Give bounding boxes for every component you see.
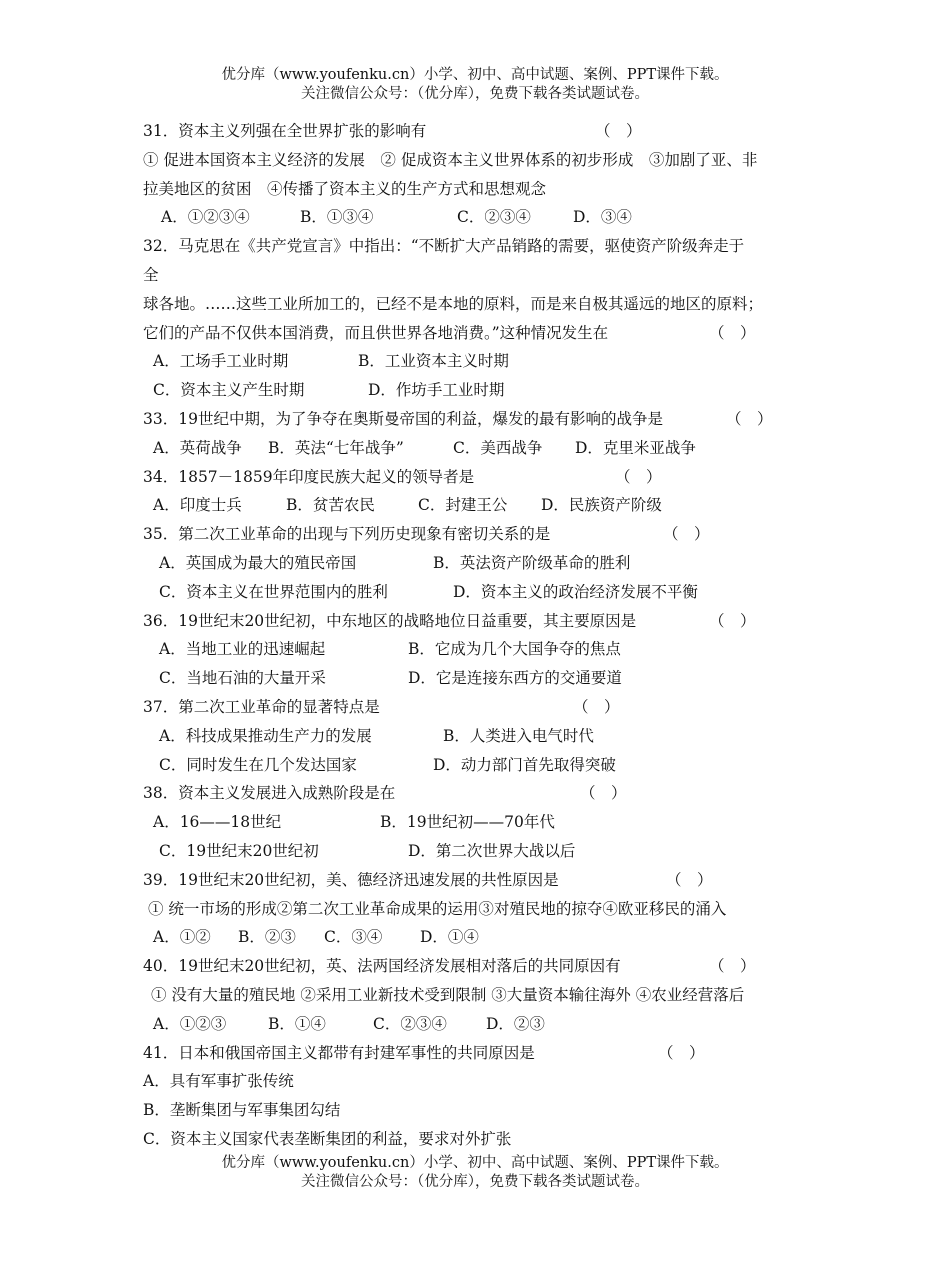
line-text: A．科技成果推动生产力的发展 [159, 726, 372, 745]
answer-blank: （ ） [666, 870, 713, 889]
line-text: 33．19世纪中期，为了争夺在奥斯曼帝国的利益，爆发的最有影响的战争是 [143, 409, 663, 428]
text-line [143, 923, 823, 952]
line-text: C．同时发生在几个发达国家 [159, 755, 357, 774]
line-text: 38．资本主义发展进入成熟阶段是在 [143, 784, 396, 803]
text-line [143, 146, 823, 175]
option-text: D．第二次世界大战以后 [408, 841, 576, 860]
text-line [143, 549, 823, 578]
line-text: 球各地。……这些工业所加工的，已经不是本地的原料，而是来自极其遥远的地区的原料； [143, 294, 764, 313]
answer-blank: （ ） [709, 611, 756, 630]
text-line [143, 520, 823, 549]
line-text: C．资本主义在世界范围内的胜利 [159, 582, 388, 601]
header-line-2: 关注微信公众号：（优分库），免费下载各类试题试卷。 [301, 86, 649, 102]
line-text: 40．19世纪末20世纪初，英、法两国经济发展相对落后的共同原因有 [143, 957, 621, 976]
line-text: A．英荷战争 [153, 438, 242, 457]
line-text: A．印度士兵 [153, 496, 242, 515]
question-body [143, 117, 823, 1154]
line-text: 全 [143, 265, 159, 284]
option-text: D．资本主义的政治经济发展不平衡 [453, 582, 698, 601]
option-text: B．贫苦农民 [286, 496, 375, 515]
answer-blank: （ ） [709, 957, 756, 976]
option-text: B．①④ [268, 1014, 326, 1033]
footer-line-2: 关注微信公众号：（优分库），免费下载各类试题试卷。 [301, 1174, 649, 1190]
answer-blank: （ ） [595, 122, 642, 140]
text-line [143, 434, 823, 463]
line-text: 35．第二次工业革命的出现与下列历史现象有密切关系的是 [143, 525, 551, 544]
line-text: 它们的产品不仅供本国消费，而且供世界各地消费。”这种情况发生在 [143, 323, 609, 342]
option-text: D．克里米亚战争 [575, 438, 696, 457]
line-text: 41．日本和俄国帝国主义都带有封建军事性的共同原因是 [143, 1043, 535, 1062]
text-line [143, 693, 823, 722]
text-line [143, 1096, 823, 1125]
answer-blank: （ ） [615, 467, 662, 486]
option-text: B．人类进入电气时代 [443, 726, 594, 745]
text-line [143, 117, 823, 146]
line-text: 34．1857－1859年印度民族大起义的领导者是 [143, 467, 475, 486]
option-text: C．②③④ [373, 1014, 447, 1033]
option-text: D．③④ [573, 208, 632, 227]
text-line [143, 635, 823, 664]
option-text: C．美西战争 [453, 438, 543, 457]
text-line [143, 722, 823, 751]
option-text: C．封建王公 [418, 496, 508, 515]
line-text: C．资本主义国家代表垄断集团的利益，要求对外扩张 [143, 1129, 512, 1148]
text-line [143, 203, 823, 232]
answer-blank: （ ） [663, 525, 710, 544]
text-line [143, 1125, 823, 1154]
text-line [143, 232, 823, 261]
option-text: D．作坊手工业时期 [368, 381, 505, 400]
line-text: A．①②③④ [161, 208, 250, 227]
option-text: B．①③④ [300, 208, 374, 227]
option-text: B．②③ [238, 928, 296, 947]
text-line [143, 895, 823, 924]
line-text: ① 没有大量的殖民地 ②采用工业新技术受到限制 ③大量资本输往海外 ④农业经营落后 [151, 985, 745, 1004]
line-text: 37．第二次工业革命的显著特点是 [143, 697, 380, 716]
text-line [143, 376, 823, 405]
line-text: A．16——18世纪 [153, 813, 282, 832]
line-text: C．当地石油的大量开采 [159, 669, 326, 688]
option-text: B．英法资产阶级革命的胜利 [433, 553, 631, 572]
line-text: B．垄断集团与军事集团勾结 [143, 1101, 341, 1120]
option-text: D．①④ [420, 928, 479, 947]
answer-blank: （ ） [709, 323, 756, 342]
option-text: C．③④ [324, 928, 383, 947]
text-line [143, 664, 823, 693]
footer-line-1: 优分库（www.youfenku.cn）小学、初中、高中试题、案例、PPT课件下载。 [221, 1155, 729, 1171]
text-line [143, 751, 823, 780]
text-line [143, 1010, 823, 1039]
text-line [143, 981, 823, 1010]
text-line [143, 1067, 823, 1096]
text-line [143, 290, 823, 319]
text-line [143, 779, 823, 808]
option-text: D．②③ [486, 1014, 545, 1033]
option-text: B．19世纪初——70年代 [380, 813, 555, 832]
line-text: 32．马克思在《共产党宣言》中指出：“不断扩大产品销路的需要，驱使资产阶级奔走于 [143, 237, 745, 256]
line-text: 拉美地区的贫困 ④传播了资本主义的生产方式和思想观念 [143, 179, 547, 198]
answer-blank: （ ） [580, 784, 627, 803]
text-line [143, 866, 823, 895]
text-line [143, 175, 823, 204]
option-text: C．②③④ [457, 208, 531, 227]
option-text: D．动力部门首先取得突破 [433, 755, 616, 774]
line-text: A．英国成为最大的殖民帝国 [159, 553, 357, 572]
text-line [143, 405, 823, 434]
line-text: A．①②③ [153, 1014, 227, 1033]
answer-blank: （ ） [658, 1043, 705, 1062]
text-line [143, 319, 823, 348]
option-text: B．英法“七年战争” [268, 438, 404, 457]
line-text: A．①② [153, 928, 211, 947]
line-text: 31．资本主义列强在全世界扩张的影响有 [143, 122, 427, 140]
line-text: C．19世纪末20世纪初 [159, 841, 319, 860]
line-text: A．当地工业的迅速崛起 [159, 640, 326, 659]
answer-blank: （ ） [726, 409, 773, 428]
text-line [143, 261, 823, 290]
option-text: D．它是连接东西方的交通要道 [408, 669, 622, 688]
option-text: B．它成为几个大国争夺的焦点 [408, 640, 621, 659]
text-line [143, 578, 823, 607]
page-header [0, 66, 950, 104]
line-text: A．具有军事扩张传统 [143, 1072, 294, 1091]
line-text: 39．19世纪末20世纪初，美、德经济迅速发展的共性原因是 [143, 870, 559, 889]
text-line [143, 952, 823, 981]
text-line [143, 837, 823, 866]
header-line-1: 优分库（www.youfenku.cn）小学、初中、高中试题、案例、PPT课件下载。 [221, 67, 729, 83]
text-line [143, 808, 823, 837]
text-line [143, 1039, 823, 1068]
line-text: C．资本主义产生时期 [153, 381, 305, 400]
line-text: ① 促进本国资本主义经济的发展 ② 促成资本主义世界体系的初步形成 ③加剧了亚、非 [143, 150, 758, 169]
text-line [143, 463, 823, 492]
line-text: ① 统一市场的形成②第二次工业革命成果的运用③对殖民地的掠夺④欧亚移民的涌入 [148, 899, 727, 918]
text-line [143, 607, 823, 636]
text-line [143, 347, 823, 376]
line-text: 36．19世纪末20世纪初，中东地区的战略地位日益重要，其主要原因是 [143, 611, 637, 630]
text-line [143, 491, 823, 520]
option-text: D．民族资产阶级 [541, 496, 662, 515]
line-text: A．工场手工业时期 [153, 352, 289, 371]
option-text: B．工业资本主义时期 [358, 352, 509, 371]
answer-blank: （ ） [573, 697, 620, 716]
page-footer [0, 1154, 950, 1192]
